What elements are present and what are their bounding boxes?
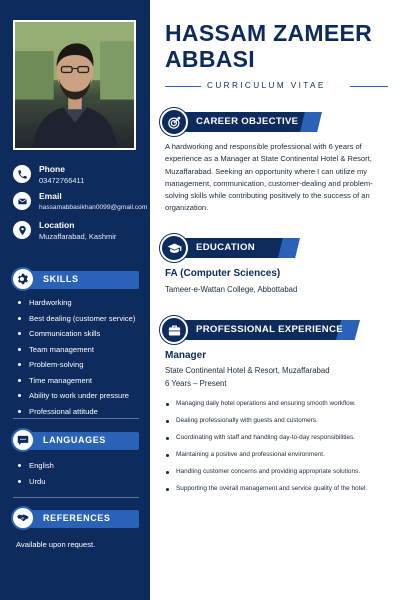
skill-item: Communication skills: [18, 326, 135, 342]
language-item: English: [18, 458, 54, 474]
handshake-icon: [11, 506, 35, 530]
references-text: Available upon request.: [16, 540, 96, 549]
job-company: State Continental Hotel & Resort, Muzaffarabad: [165, 366, 330, 375]
duty-item: Supporting the overall management and service quality of the hotel.: [165, 481, 397, 498]
graduation-cap-icon: [160, 234, 188, 262]
contact-phone: [13, 164, 84, 187]
languages-title: LANGUAGES: [43, 435, 106, 445]
email-address[interactable]: hassamabbasikhan0099@gmail.com: [39, 204, 148, 211]
objective-heading: [160, 108, 320, 136]
sidebar: [0, 0, 150, 600]
education-title: EDUCATION: [196, 242, 256, 253]
document-subtitle: CURRICULUM VITAE: [207, 81, 326, 90]
skills-list: [18, 295, 135, 419]
skills-title: SKILLS: [43, 274, 79, 284]
skill-item: Team management: [18, 342, 135, 358]
target-icon: [160, 108, 188, 136]
phone-number[interactable]: 03472766411: [39, 176, 85, 185]
profile-photo: [13, 20, 136, 150]
subtitle-rule-right: [350, 86, 388, 87]
objective-text: A hardworking and responsible professional with 6 years of experience as a Manager at State Continental Hotel & Resort, Muzaffarabad. Seeking an opportunity where I can utilize my management, communication, customer-dealing and problem-solving skills while contributing positively to the success of an organization.: [165, 142, 373, 213]
email-label: Email: [39, 191, 62, 201]
phone-label: Phone: [39, 164, 65, 174]
duty-item: Dealing professionally with guests and customers.: [165, 413, 397, 430]
references-heading: [11, 507, 111, 529]
job-dates: 6 Years – Present: [165, 379, 227, 388]
briefcase-icon: [160, 316, 188, 344]
skill-item: Best dealing (customer service): [18, 311, 135, 327]
objective-title: CAREER OBJECTIVE: [196, 116, 299, 127]
location-label: Location: [39, 220, 75, 230]
languages-heading: [11, 429, 106, 451]
envelope-icon: [13, 192, 31, 210]
candidate-name: HASSAM ZAMEER ABBASI: [165, 20, 373, 72]
duty-item: Managing daily hotel operations and ensuring smooth workflow.: [165, 396, 397, 413]
divider: [13, 418, 139, 419]
gear-icon: [11, 267, 35, 291]
job-role: Manager: [165, 350, 207, 361]
duty-item: Handling customer concerns and providing appropriate solutions.: [165, 464, 397, 481]
duties-list: [165, 396, 397, 497]
skill-item: Problem-solving: [18, 357, 135, 373]
skill-item: Time management: [18, 373, 135, 389]
location-value: Muzaffarabad, Kashmir: [39, 232, 117, 241]
languages-list: [18, 458, 54, 489]
contact-location: [13, 220, 116, 243]
duty-item: Coordinating with staff and handling day-to-day responsibilities.: [165, 430, 397, 447]
skill-item: Ability to work under pressure: [18, 388, 135, 404]
divider: [13, 497, 139, 498]
education-degree: FA (Computer Sciences): [165, 268, 281, 279]
experience-heading: [160, 316, 360, 344]
references-title: REFERENCES: [43, 513, 111, 523]
skills-heading: [11, 268, 79, 290]
education-heading: [160, 234, 300, 262]
subtitle-rule-left: [165, 86, 201, 87]
contact-email: [13, 191, 147, 214]
language-item: Urdu: [18, 474, 54, 490]
location-pin-icon: [13, 221, 31, 239]
duty-item: Maintaining a positive and professional environment.: [165, 447, 397, 464]
experience-title: PROFESSIONAL EXPERIENCE: [196, 324, 343, 335]
skill-item: Hardworking: [18, 295, 135, 311]
skill-item: Professional attitude: [18, 404, 135, 420]
speech-bubble-icon: [11, 428, 35, 452]
phone-icon: [13, 165, 31, 183]
education-school: Tameer-e-Wattan College, Abbottabad: [165, 285, 298, 294]
